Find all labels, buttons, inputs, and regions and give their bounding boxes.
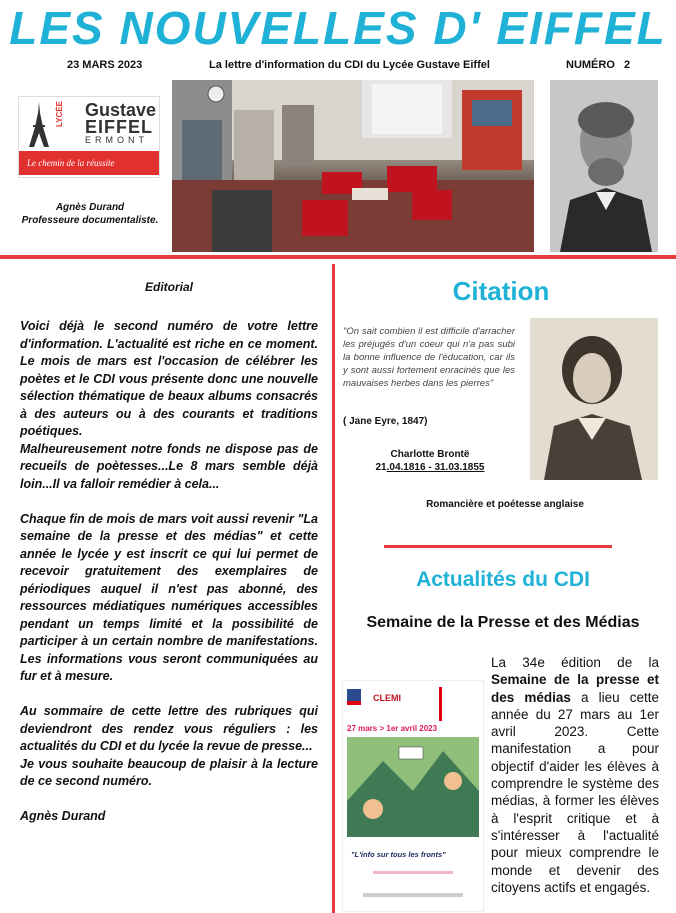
citation-quote: "On sait combien il est difficile d'arracher les préjugés d'un coeur qui n'a pas subi la bonne influence de l'éducation, car ils y sont aussi fortement enracinés que les mauvaises herbes dans les pierres" — [343, 326, 515, 389]
logo-lycee-text: LYCÉE — [55, 101, 64, 127]
press-week-description — [491, 654, 659, 896]
editorial-paragraph: Malheureusement notre fonds ne dispose pas de recueils de poètesses...Le 8 mars semble déjà loin...Il va falloir remédier à cela... — [20, 441, 318, 491]
logo-town: ERMONT — [85, 135, 148, 145]
poster-dates: 27 mars > 1er avril 2023 — [347, 724, 438, 733]
press-text-bold: Semaine de la presse et des médias — [491, 672, 659, 705]
newsletter-subtitle: La lettre d'information du CDI du Lycée Gustave Eiffel — [209, 59, 490, 71]
eiffel-tower-icon — [27, 101, 51, 149]
issue-date: 23 MARS 2023 — [67, 59, 143, 71]
bronte-name-block — [345, 448, 515, 474]
library-interior-illustration — [172, 80, 534, 252]
school-logo — [18, 96, 160, 178]
poster-org: CLEMI — [373, 693, 401, 703]
logo-slogan: Le chemin de la réussite — [19, 151, 159, 175]
bronte-caption: Romancière et poétesse anglaise — [426, 499, 584, 510]
citation-heading: Citation — [452, 276, 550, 306]
dates-prefix: 21 — [375, 462, 387, 473]
press-text-part: La 34e édition de la — [491, 655, 659, 670]
header-divider — [0, 255, 676, 259]
press-week-subtitle: Semaine de la Presse et des Médias — [366, 614, 640, 631]
newsletter-title: LES NOUVELLES D' EIFFEL — [9, 2, 667, 54]
logo-eiffel: EIFFEL — [85, 117, 153, 137]
bronte-name: Charlotte Brontë — [390, 449, 470, 460]
editorial-paragraph: Au sommaire de cette lettre des rubriques qui deviendront des rendez vous réguliers : les actualités du CDI et du lycée la revue de presse... — [20, 704, 318, 753]
issue-number: NUMÉRO 2 — [566, 59, 631, 71]
poster-illustration — [343, 681, 483, 911]
cdi-library-photo — [172, 80, 534, 252]
press-week-poster — [342, 680, 484, 912]
dates-underlined: .04.1816 - 31.03.1855 — [386, 462, 485, 473]
poster-slogan: "L'info sur tous les fronts" — [351, 850, 446, 859]
editorial-signature: Agnès Durand — [20, 809, 106, 823]
editorial-title: Editorial — [144, 280, 193, 294]
author-block — [10, 201, 170, 227]
column-divider — [332, 264, 335, 913]
editorial-body — [20, 318, 318, 826]
editorial-paragraph: Chaque fin de mois de mars voit aussi revenir "La semaine de la presse et des médias" et cette année le lycée y est inscrit ce qui lui permet de recevoir gratuitement des exemplaires de périodiques auquel il n'est pas abonné, des ressources médiatiques numériques accessibles pendant un temps limité et la possibilité de participer à un certain nombre de manifestations. Les informations vous seront communiquées au fur et à mesure. — [20, 511, 318, 683]
gustave-eiffel-portrait — [550, 80, 658, 252]
section-divider — [384, 545, 612, 548]
author-name: Agnès Durand — [55, 202, 125, 213]
citation-source: ( Jane Eyre, 1847) — [343, 416, 428, 427]
editorial-paragraph: Voici déjà le second numéro de votre lettre d'information. L'actualité est riche en ce moment. Le mois de mars est l'occasion de célébrer les poètes et le CDI vous présente donc une nouvelle sélection thématique de beaux albums consacrés à des auteurs ou à des courants et traditions poétiques. — [20, 319, 318, 438]
logo-gustave: Gustave — [85, 100, 157, 120]
charlotte-bronte-portrait — [530, 318, 658, 480]
author-role: Professeure documentaliste. — [21, 215, 159, 226]
portrait-illustration — [530, 318, 658, 480]
bronte-dates — [345, 461, 515, 474]
portrait-illustration — [550, 80, 658, 252]
editorial-paragraph: Je vous souhaite beaucoup de plaisir à la lecture de ce second numéro. — [20, 756, 318, 788]
press-text-part: a lieu cette année du 27 mars au 1er avril 2023. Cette manifestation a pour objectif d'aider les élèves à comprendre le système des médias, à former les élèves à l'esprit critique et à s'intéresser à l'actualité pour mieux comprendre le monde et devenir des citoyens actifs et engagés. — [491, 689, 659, 895]
actualites-heading: Actualités du CDI — [416, 568, 590, 591]
